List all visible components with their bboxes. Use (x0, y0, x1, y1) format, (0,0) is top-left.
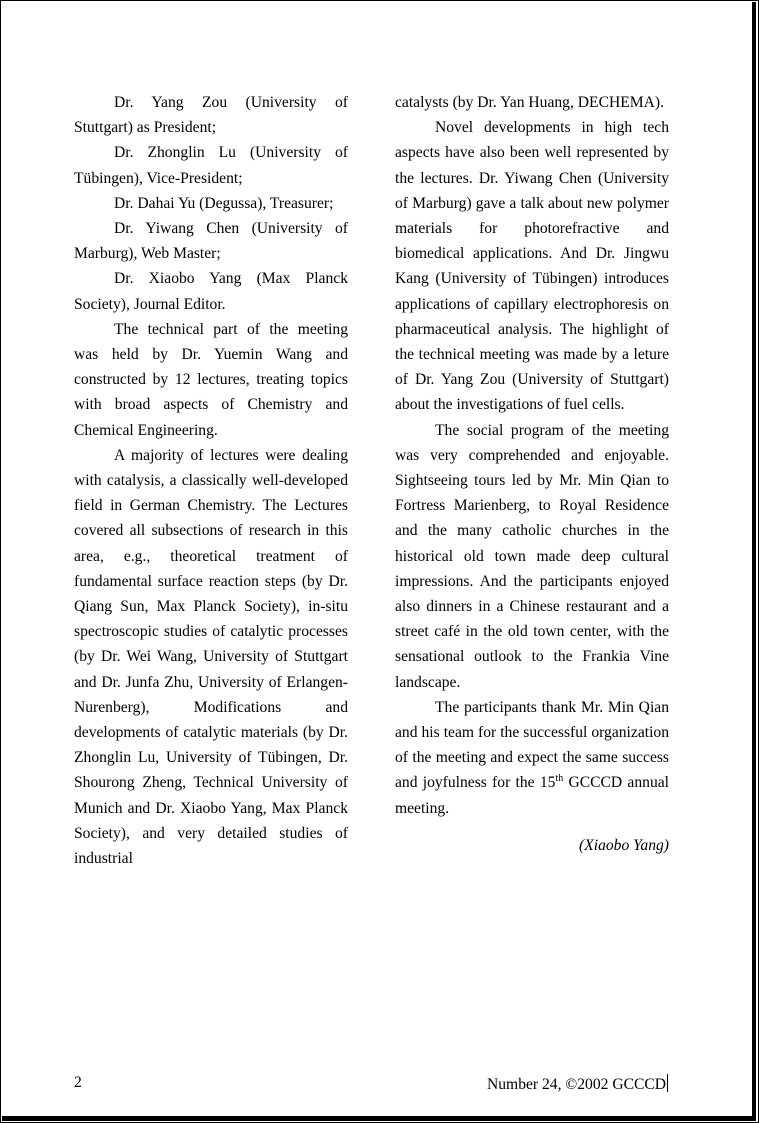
page-shadow-bottom (2, 1116, 756, 1121)
author-signature: (Xiaobo Yang) (579, 836, 669, 854)
text-cursor (667, 1074, 668, 1092)
officer-web-master: Dr. Yiwang Chen (University of Marburg), Web Master; (74, 220, 348, 263)
paragraph-thanks (395, 695, 669, 821)
footer-issue (487, 1074, 668, 1094)
right-column (395, 90, 669, 858)
paragraph-technical-part: The technical part of the meeting was held by Dr. Yuemin Wang and constructed by 12 lectures, treating topics with broad aspects of Chemistry and Chemical Engineering. (74, 320, 348, 439)
officer-president: Dr. Yang Zou (University of Stuttgart) as President; (74, 94, 348, 137)
officer-vice-president: Dr. Zhonglin Lu (University of Tübingen), Vice-President; (74, 144, 348, 187)
paragraph-catalysis-continued: catalysts (by Dr. Yan Huang, DECHEMA). (395, 94, 664, 111)
paragraph-high-tech: Novel developments in high tech aspects have also been well represented by the lectures. Dr. Yiwang Chen (University of Marburg) gave a talk about new polymer materials for photorefractive and biomedical applications. And Dr. Jingwu Kang (University of Tübingen) introduces applications of capillary electrophoresis on pharmaceutical analysis. The highlight of the technical meeting was made by a leture of Dr. Yang Zou (University of Stuttgart) about the investigations of fuel cells. (395, 119, 669, 414)
page-shadow-right (752, 2, 756, 1121)
ordinal-suffix: th (555, 773, 564, 785)
officer-treasurer: Dr. Dahai Yu (Degussa), Treasurer; (114, 194, 334, 212)
thanks-text: The participants thank Mr. Min Qian and his team for the successful organization of the meeting and expect the same success and joyfulness for the 15 (395, 698, 669, 792)
officer-journal-editor: Dr. Xiaobo Yang (Max Planck Society), Journal Editor. (74, 270, 348, 313)
issue-text: Number 24, ©2002 GCCCD (487, 1076, 667, 1093)
thanks-text-end: GCCCD annual meeting. (395, 774, 669, 817)
paragraph-social-program: The social program of the meeting was very comprehended and enjoyable. Sightseeing tours led by Mr. Min Qian to Fortress Marienberg, to Royal Residence and the many catholic churches in the historical old town made deep cultural impressions. And the participants enjoyed also dinners in a Chinese restaurant and a street café in the old town center, with the sensational outlook to the Frankia Vine landscape. (395, 421, 669, 691)
page-number: 2 (74, 1074, 82, 1091)
left-column (74, 90, 348, 871)
paragraph-catalysis-lectures: A majority of lectures were dealing with catalysis, a classically well-developed field in German Chemistry. The Lectures covered all subsections of research in this area, e.g., theoretical treatment of fundamental surface reaction steps (by Dr. Qiang Sun, Max Planck Society), in-situ spectroscopic studies of catalytic processes (by Dr. Wei Wang, University of Stuttgart and Dr. Junfa Zhu, University of Erlangen-Nurenberg), Modifications and developments of catalytic materials (by Dr. Zhonglin Lu, University of Tübingen, Dr. Shourong Zheng, Technical University of Munich and Dr. Xiaobo Yang, Max Planck Society), and very detailed studies of industrial (74, 446, 348, 868)
